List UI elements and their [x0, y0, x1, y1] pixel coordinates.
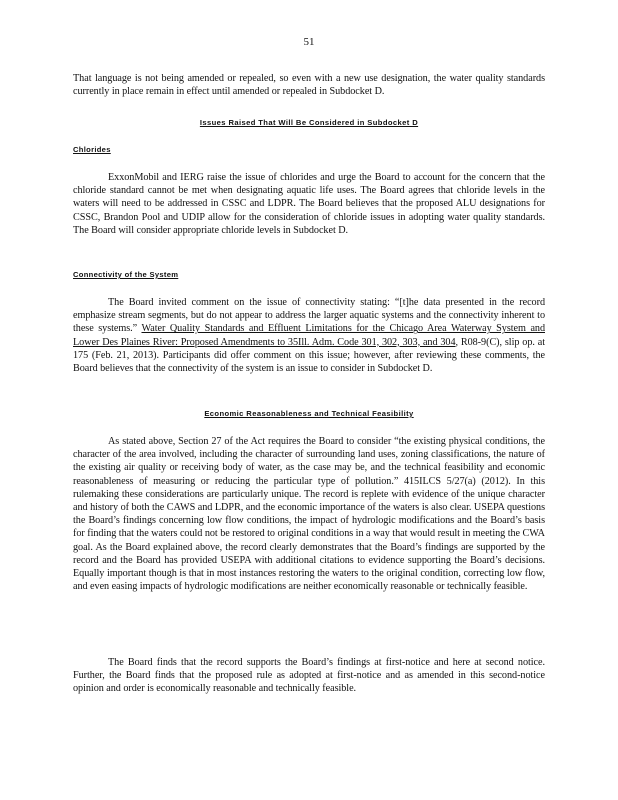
intro-paragraph: That language is not being amended or repealed, so even with a new use designation, the water quality standards currently in place remain in effect until amended or repealed in Subdocket D. — [73, 73, 545, 98]
chlorides-heading — [73, 145, 111, 154]
page-number: 51 — [303, 36, 315, 48]
connectivity-paragraph — [73, 296, 545, 375]
economic-heading-text: Economic Reasonableness and Technical Feasibility — [204, 409, 414, 418]
economic-paragraph: As stated above, Section 27 of the Act requires the Board to consider “the existing physical conditions, the character of the area involved, including the character of surrounding land uses, zoning classifications, the nature of the existing air quality or receiving body of water, as the case may be, and the technical feasibility and economic reasonableness of measuring or reducing the particular type of pollution.” 415ILCS 5/27(a) (2012). In this rulemaking these considerations are particularly unique. The record is replete with evidence of the unique character and history of both the CAWS and LDPR, and the economic importance of the waters is also clear. USEPA questions the Board’s findings concerning low flow conditions, the impact of hydrologic modifications and the Board’s basis for finding that the waters could not be restored to original conditions in a way that would result in meeting the CWA goal. As the Board explained above, the record clearly demonstrates that the Board’s findings are supported by the record and the Board has provided USEPA with additional citations to evidence supporting the Board’s decisions. Equally important though is that in most instances restoring the waters to the original condition, correcting low flow, and even easing impacts of hydrologic modifications are neither economically reasonable or technically feasible. — [73, 436, 545, 593]
economic-heading — [0, 409, 618, 418]
section-heading — [0, 118, 618, 127]
connectivity-heading-text: Connectivity of the System — [73, 270, 179, 279]
connectivity-text-start: The Board invited comment on the issue of connectivity stating: “[t]he data presented in the record emphasize stream segments, but do not appear to address the larger aquatic systems and the connectivity inherent to these systems.” — [73, 297, 545, 335]
connectivity-heading — [73, 270, 178, 279]
connectivity-citation: Water Quality Standards and Effluent Limitations for the Chicago Area Waterway System and Lower Des Plaines River: Proposed Amendments to 35Ill. Adm. Code 301, 302, 303, and 304 — [73, 323, 545, 348]
chlorides-paragraph: ExxonMobil and IERG raise the issue of chlorides and urge the Board to account for the concern that the chloride standard cannot be met when designating aquatic life uses. The Board agrees that chloride levels in the waters will need to be addressed in CSSC and LDPR. The Board believes that the proposed ALU designations for CSSC, Brandon Pool and UDIP allow for the consideration of chloride issues in adopting water quality standards. The Board will consider appropriate chloride levels in Subdocket D. — [73, 172, 545, 236]
connectivity-text-end: , R08-9(C), slip op. at 175 (Feb. 21, 2013). Participants did offer comment on this issue; however, after reviewing these comments, the Board believes that the connectivity of the system is an issue to consider in Subdocket D. — [73, 336, 545, 375]
section-heading-text: Issues Raised That Will Be Considered in Subdocket D — [199, 118, 419, 127]
chlorides-heading-text: Chlorides — [73, 145, 111, 154]
closing-paragraph: The Board finds that the record supports the Board’s findings at first-notice and here at second notice. Further, the Board finds that the proposed rule as adopted at first-notice and as amended in this second-notice opinion and order is economically reasonable and technically feasible. — [73, 657, 545, 695]
